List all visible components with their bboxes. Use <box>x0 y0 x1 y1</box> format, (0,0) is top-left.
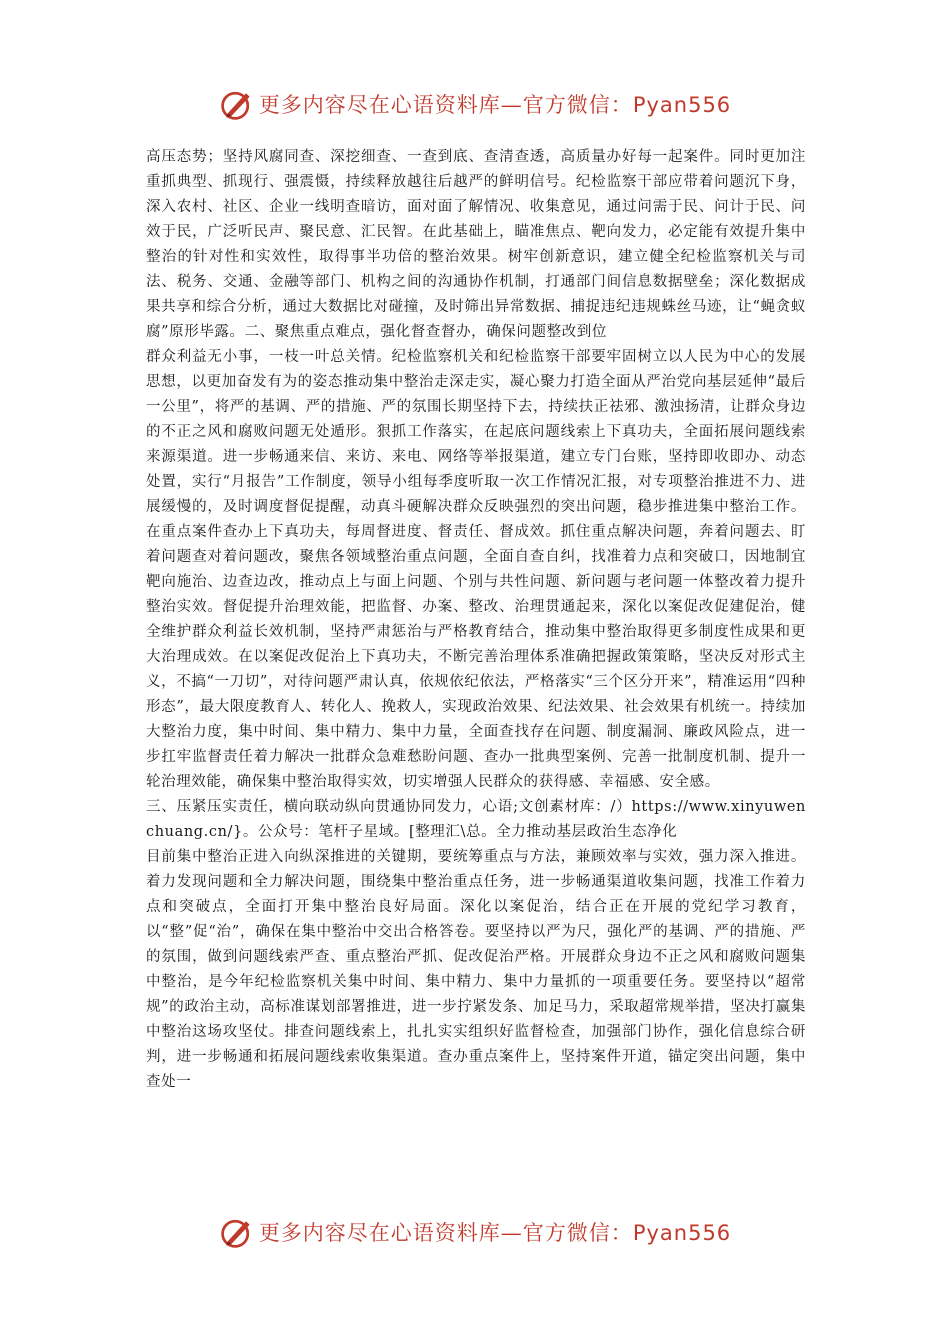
paragraph: 高压态势；坚持风腐同查、深挖细查、一查到底、查清查透，高质量办好每一起案件。同时更加注重抓典型、抓现行、强震慑，持续释放越往后越严的鲜明信号。纪检监察干部应带着问题沉下身，深入农村、社区、企业一线明查暗访，面对面了解情况、收集意见，通过问需于民、问计于民、问效于民，广泛听民声、聚民意、汇民智。在此基础上，瞄准焦点、靶向发力，必定能有效提升集中整治的针对性和实效性，取得事半功倍的整治效果。树牢创新意识，建立健全纪检监察机关与司法、税务、交通、金融等部门、机构之间的沟通协作机制，打通部门间信息数据壁垒；深化数据成果共享和综合分析，通过大数据比对碰撞，及时筛出异常数据、捕捉违纪违规蛛丝马迹，让“蝇贪蚁腐”原形毕露。二、聚焦重点难点，强化督查督办，确保问题整改到位 <box>146 149 806 340</box>
pen-logo-icon <box>219 86 255 122</box>
banner-text: 更多内容尽在心语资料库—官方微信：Pyan556 <box>258 1221 732 1245</box>
pen-logo-icon <box>219 1214 255 1250</box>
header-banner <box>0 80 950 128</box>
banner-text: 更多内容尽在心语资料库—官方微信：Pyan556 <box>258 93 732 117</box>
paragraph: 三、压紧压实责任，横向联动纵向贯通协同发力，心语;文创素材库：/）https://www.xinyuwenchuang.cn/}。公众号：笔杆子星域。[整理汇\总。全力推动基层政治生态净化 <box>146 799 806 840</box>
paragraph: 群众利益无小事，一枝一叶总关情。纪检监察机关和纪检监察干部要牢固树立以人民为中心的发展思想，以更加奋发有为的姿态推动集中整治走深走实，凝心聚力打造全面从严治党向基层延伸“最后一公里”，将严的基调、严的措施、严的氛围长期坚持下去，持续扶正祛邪、激浊扬清，让群众身边的不正之风和腐败问题无处遁形。狠抓工作落实，在起底问题线索上下真功夫，全面拓展问题线索来源渠道。进一步畅通来信、来访、来电、网络等举报渠道，建立专门台账，坚持即收即办、动态处置，实行“月报告”工作制度，领导小组每季度听取一次工作情况汇报，对专项整治推进不力、进展缓慢的，及时调度督促提醒，动真斗硬解决群众反映强烈的突出问题，稳步推进集中整治工作。在重点案件查办上下真功夫，每周督进度、督责任、督成效。抓住重点解决问题，奔着问题去、盯着问题查对着问题改，聚焦各领域整治重点问题，全面自查自纠，找准着力点和突破口，因地制宜靶向施治、边查边改，推动点上与面上问题、个别与共性问题、新问题与老问题一体整改着力提升整治实效。督促提升治理效能，把监督、办案、整改、治理贯通起来，深化以案促改促建促治，健全维护群众利益长效机制，坚持严肃惩治与严格教育结合，推动集中整治取得更多制度性成果和更大治理成效。在以案促改促治上下真功夫，不断完善治理体系准确把握政策策略，坚决反对形式主义，不搞“一刀切”，对待问题严肃认真，依规依纪依法，严格落实“三个区分开来”，精准运用“四种形态”，最大限度教育人、转化人、挽救人，实现政治效果、纪法效果、社会效果有机统一。持续加大整治力度，集中时间、集中精力、集中力量，全面查找存在问题、制度漏洞、廉政风险点，进一步扛牢监督责任着力解决一批群众急难愁盼问题、查办一批典型案例、完善一批制度机制、提升一轮治理效能，确保集中整治取得实效，切实增强人民群众的获得感、幸福感、安全感。 <box>146 349 806 790</box>
paragraph: 目前集中整治正进入向纵深推进的关键期，要统筹重点与方法，兼顾效率与实效，强力深入推进。着力发现问题和全力解决问题，围绕集中整治重点任务，进一步畅通渠道收集问题，找准工作着力点和突破点，全面打开集中整治良好局面。深化以案促治，结合正在开展的党纪学习教育，以“整”促“治”，确保在集中整治中交出合格答卷。要坚持以严为尺，强化严的基调、严的措施、严的氛围，做到问题线索严查、重点整治严抓、促改促治严格。开展群众身边不正之风和腐败问题集中整治，是今年纪检监察机关集中时间、集中精力、集中力量抓的一项重要任务。要坚持以“超常规”的政治主动，高标准谋划部署推进，进一步拧紧发条、加足马力，采取超常规举措，坚决打赢集中整治这场攻坚仗。排查问题线索上，扎扎实实组织好监督检查，加强部门协作，强化信息综合研判，进一步畅通和拓展问题线索收集渠道。查办重点案件上，坚持案件开道，锚定突出问题，集中查处一 <box>146 849 806 1090</box>
document-body <box>146 145 806 1095</box>
footer-banner <box>0 1208 950 1256</box>
